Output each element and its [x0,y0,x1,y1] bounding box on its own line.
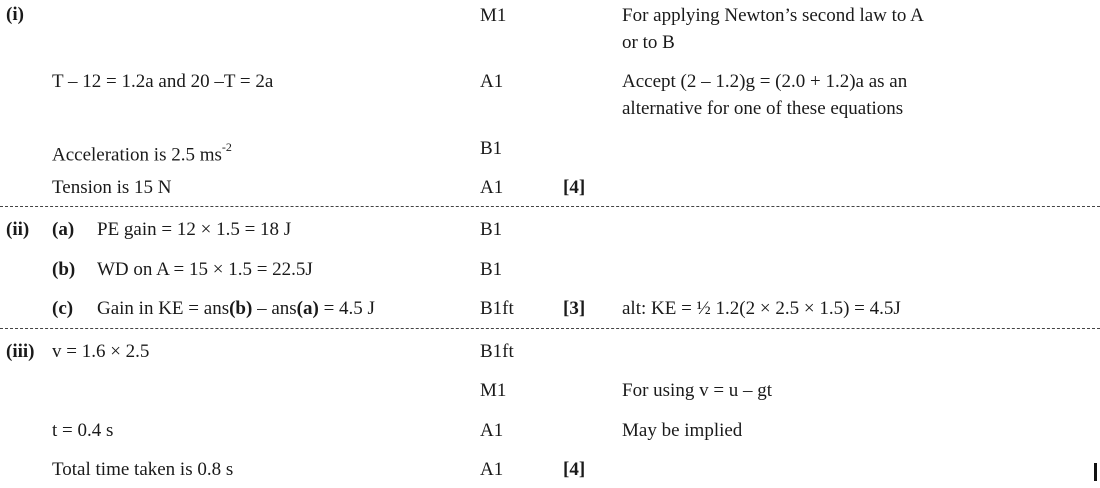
tension-text: Tension is 15 N [52,177,172,198]
ke-gain-mid: – ans [252,298,297,319]
note-suvat: For using v = u – gt [622,380,773,401]
note-accept-line1: Accept (2 – 1.2)g = (2.0 + 1.2)a as an [622,71,908,92]
acceleration-exponent: -2 [221,140,232,154]
note-accept-line2: alternative for one of these equations [622,98,904,119]
pe-gain-text: PE gain = 12 × 1.5 = 18 J [97,219,292,240]
work-done-text: WD on A = 15 × 1.5 = 22.5J [97,259,313,280]
sub-a-label: (a) [52,219,75,240]
ke-ref-b: (b) [229,298,253,319]
mark-a1: A1 [480,459,504,480]
part-i-total: [4] [563,177,586,198]
part-ii-label: (ii) [6,219,30,240]
mark-b1: B1 [480,138,503,159]
divider [0,328,1100,329]
acceleration-text [52,138,232,166]
part-iii-label: (iii) [6,341,35,362]
mark-b1ft: B1ft [480,298,514,319]
sub-b-label: (b) [52,259,76,280]
total-time-text: Total time taken is 0.8 s [52,459,234,480]
mark-a1: A1 [480,420,504,441]
mark-m1: M1 [480,380,507,401]
mark-b1: B1 [480,219,503,240]
part-i-label: (i) [6,4,24,25]
ke-gain-result: = 4.5 J [318,298,375,319]
divider [0,206,1100,207]
ke-ref-a: (a) [296,298,319,319]
ke-gain-text [97,298,375,320]
text-cursor [1094,463,1097,481]
note-newton-line2: or to B [622,32,675,53]
note-newton-line1: For applying Newton’s second law to A [622,5,924,26]
sub-c-label: (c) [52,298,74,319]
part-ii-total: [3] [563,298,586,319]
mark-a1: A1 [480,177,504,198]
equations-text: T – 12 = 1.2a and 20 –T = 2a [52,71,274,92]
note-implied: May be implied [622,420,743,441]
part-iii-total: [4] [563,459,586,480]
time-text: t = 0.4 s [52,420,114,441]
mark-m1: M1 [480,5,507,26]
velocity-text: v = 1.6 × 2.5 [52,341,150,362]
alt-ke-text: alt: KE = ½ 1.2(2 × 2.5 × 1.5) = 4.5J [622,298,901,319]
acceleration-value: Acceleration is 2.5 ms [52,144,222,166]
mark-b1: B1 [480,259,503,280]
mark-b1ft: B1ft [480,341,514,362]
ke-gain-prefix: Gain in KE = ans [97,298,230,319]
mark-a1: A1 [480,71,504,92]
